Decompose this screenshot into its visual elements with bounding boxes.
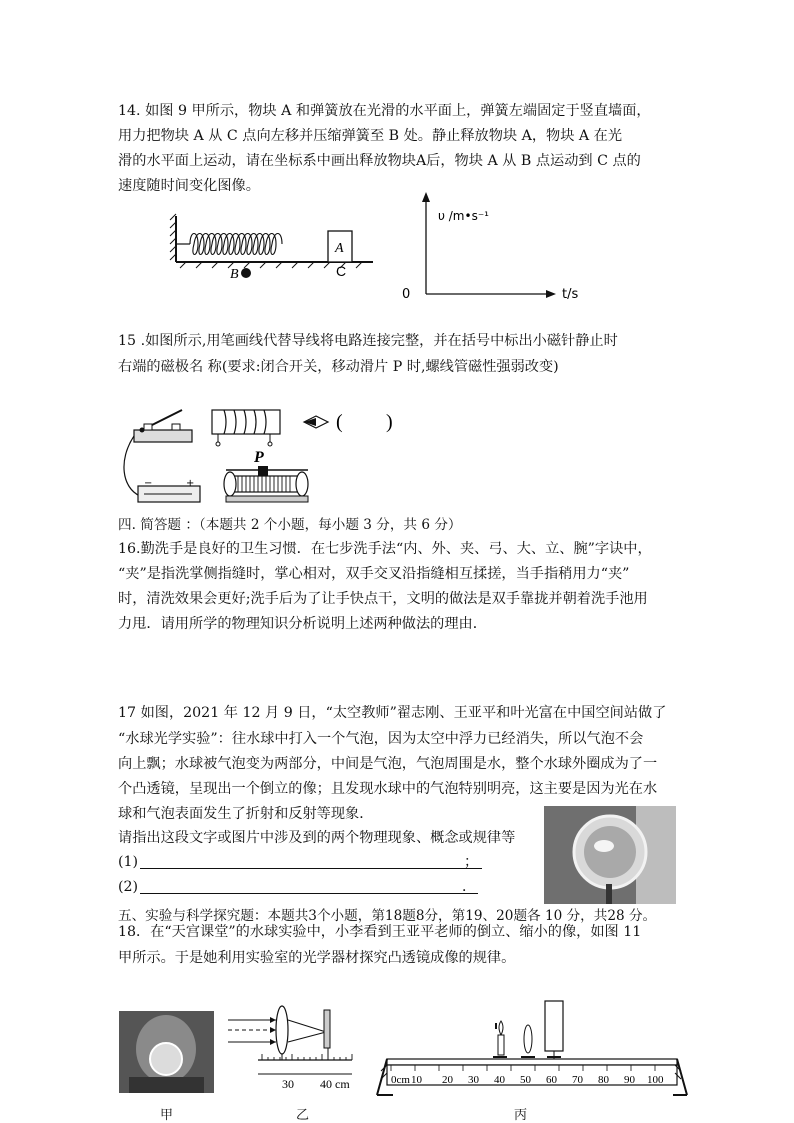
q17-blank-2-label: (2)	[118, 879, 139, 895]
ruler-yi-30: 30	[282, 1077, 294, 1091]
q17-line-6: 请指出这段文字或图片中涉及到的两个物理现象、概念或规律等	[118, 830, 516, 846]
bench-tick-80: 80	[598, 1074, 609, 1086]
bench-tick-70: 70	[572, 1074, 583, 1086]
q16-line-1: 16.勤洗手是良好的卫生习惯．在七步洗手法“内、外、夹、弓、大、立、腕”字诀中，	[118, 541, 652, 557]
point-b-label: B	[230, 267, 239, 282]
q17-blank-1-label: (1)	[118, 854, 139, 870]
point-c-label: C	[336, 263, 347, 279]
candle-flame	[499, 1021, 503, 1035]
block-a-label: A	[335, 241, 344, 256]
ruler-yi-40: 40 cm	[320, 1077, 350, 1091]
fig-label-bing: 丙	[514, 1108, 528, 1123]
q14-line-4: 速度随时间变化图像。	[118, 178, 260, 194]
q17-line-5: 球和气泡表面发生了折射和反射等现象．	[118, 806, 374, 822]
q17-blank-1-end: ；	[464, 854, 479, 870]
fig-yi-lens	[228, 1002, 358, 1092]
battery-plus: +	[186, 478, 195, 489]
q18-line-2: 甲所示。于是她利用实验室的光学器材探究凸透镜成像的规律。	[118, 950, 516, 966]
section-4-heading: 四. 简答题 ：（本题共 2 个小题，每小题 3 分，共 6 分）	[118, 517, 462, 533]
fig-label-yi: 乙	[296, 1108, 310, 1123]
spring-coil	[190, 234, 282, 255]
switch	[134, 410, 192, 442]
q17-blank-2-end: ．	[462, 879, 477, 895]
solenoid	[212, 410, 280, 446]
bench-tick-50: 50	[520, 1074, 531, 1086]
spring-figure	[168, 214, 388, 284]
section-5-heading: 五、实验与科学探究题：本题共3个小题，第18题8分，第19、20题各 10 分，共28 分。	[118, 908, 657, 924]
q17-line-1: 17 如图，2021 年 12 月 9 日，“太空教师”翟志刚、王亚平和叶光富在中国空间站做了	[118, 705, 667, 721]
q18-line-1: 18．在“天宫课堂”的水球实验中，小李看到王亚平老师的倒立、缩小的像，如图 11	[118, 924, 642, 940]
bench-tick-20: 20	[442, 1074, 453, 1086]
bench-tick-0: 0cm	[391, 1074, 410, 1086]
bench-tick-90: 90	[624, 1074, 635, 1086]
bench-tick-100: 100	[647, 1074, 664, 1086]
q17-line-3: 向上飘；水球被气泡变为两部分，中间是气泡，气泡周围是水，整个水球外圈成为了一	[118, 756, 658, 772]
point-b-dot	[241, 268, 251, 278]
q14-line-3: 滑的水平面上运动，请在坐标系中画出释放物块A后，物块 A 从 B 点运动到 C 点的	[118, 153, 641, 169]
slider-label-p: P	[254, 449, 264, 466]
light-screen	[324, 1010, 330, 1048]
q16-line-2: “夹”是指洗掌侧指缝时，掌心相对，双手交叉沿指缝相互揉搓，当手指稍用力“夹”	[118, 566, 630, 582]
bench-screen	[545, 1001, 563, 1051]
q17-blank-2[interactable]	[140, 893, 478, 894]
q17-line-2: “水球光学实验”：往水球中打入一个气泡，因为太空中浮力已经消失，所以气泡不会	[118, 731, 644, 747]
q14-line-2: 用力把物块 A 从 C 点向左移并压缩弹簧至 B 处。静止释放物块 A，物块 A 在光	[118, 128, 623, 144]
bench-tick-10: 10	[411, 1074, 422, 1086]
circuit-figure	[122, 400, 422, 510]
bench-tick-30: 30	[468, 1074, 479, 1086]
bench-tick-40: 40	[494, 1074, 505, 1086]
q15-line-1: 15 .如图所示,用笔画线代替导线将电路连接完整，并在括号中标出小磁针静止时	[118, 333, 618, 349]
q14-line-1: 14. 如图 9 甲所示，物块 A 和弹簧放在光滑的水平面上，弹簧左端固定于竖直墙面，	[118, 103, 651, 119]
y-axis-label: υ /m•s⁻¹	[438, 209, 489, 223]
rheostat	[224, 466, 308, 502]
q17-line-4: 个凸透镜，呈现出一个倒立的像；且发现水球中的气泡特别明亮，这主要是因为光在水	[118, 781, 658, 797]
battery-minus: −	[144, 478, 153, 489]
q16-line-4: 力甩．请用所学的物理知识分析说明上述两种做法的理由．	[118, 616, 487, 632]
velocity-time-axes	[398, 192, 579, 302]
compass-needle	[304, 416, 328, 428]
fig-jia-photo	[119, 1011, 214, 1093]
fig-label-jia: 甲	[160, 1108, 174, 1123]
bracket-close: )	[386, 411, 393, 433]
candle	[498, 1035, 504, 1055]
water-ball-photo	[544, 806, 676, 904]
x-axis-label: t/s	[562, 287, 579, 302]
q17-blank-1[interactable]	[140, 868, 482, 869]
q15-line-2: 右端的磁极名 称(要求:闭合开关，移动滑片 P 时,螺线管磁性强弱改变)	[118, 359, 559, 375]
bench-tick-60: 60	[546, 1074, 557, 1086]
convex-lens	[276, 1006, 288, 1054]
fig-bing-bench	[377, 995, 687, 1100]
origin-label: 0	[402, 287, 411, 302]
bench-lens	[524, 1025, 532, 1053]
q16-line-3: 时，清洗效果会更好;洗手后为了让手快点干，文明的做法是双手靠拢并朝着洗手池用	[118, 591, 648, 607]
bracket-open: (	[336, 411, 343, 433]
